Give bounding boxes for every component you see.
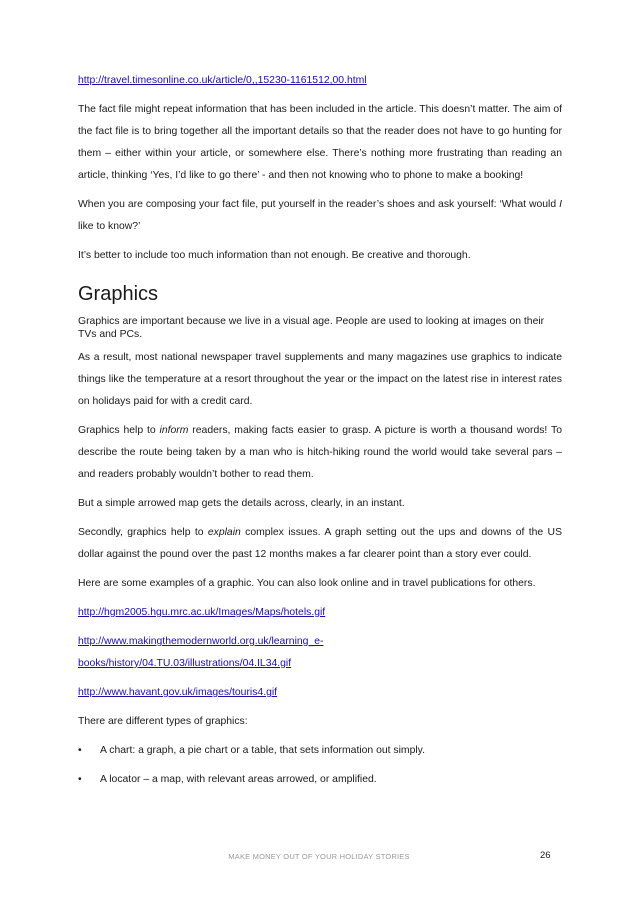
bullet-icon: •	[78, 745, 82, 756]
link-hgm2005[interactable]: http://hgm2005.hgu.mrc.ac.uk/Images/Maps/hotels.gif	[78, 607, 326, 618]
paragraph-better: It’s better to include too much information than not enough. Be creative and thorough.	[78, 250, 471, 261]
paragraph-examples: Here are some examples of a graphic. You can also look online and in travel publications for others.	[78, 578, 536, 589]
footer-title: MAKE MONEY OUT OF YOUR HOLIDAY STORIES	[228, 852, 410, 861]
paragraph-map: But a simple arrowed map gets the details across, clearly, in an instant.	[78, 498, 405, 509]
link-timesonline[interactable]: http://travel.timesonline.co.uk/article/0,,15230-1161512,00.html	[78, 75, 367, 86]
paragraph-inform: Graphics help to inform readers, making facts easier to grasp. A picture is worth a thousand words! To describe the route being taken by a man who is hitch-hiking round the world would take several pars – and readers probably wouldn’t bother to read them.	[78, 425, 562, 480]
list-item: • A chart: a graph, a pie chart or a table, that sets information out simply.	[78, 740, 562, 762]
link-makingthemodernworld[interactable]	[78, 631, 562, 675]
section-heading-graphics: Graphics	[78, 283, 159, 305]
paragraph-types: There are different types of graphics:	[78, 716, 248, 727]
link-havant[interactable]: http://www.havant.gov.uk/images/touris4.gif	[78, 687, 278, 698]
paragraph-explain: Secondly, graphics help to explain complex issues. A graph setting out the ups and downs of the US dollar against the pound over the past 12 months makes a far clearer point than a story ever could.	[78, 527, 562, 560]
list-item: • A locator – a map, with relevant areas arrowed, or amplified.	[78, 769, 562, 791]
link-makingthemodernworld-line2[interactable]: books/history/04.TU.03/illustrations/04.IL34.gif	[78, 658, 292, 669]
page-number: 26	[540, 850, 551, 861]
paragraph-result: As a result, most national newspaper travel supplements and many magazines use graphics to indicate things like the temperature at a resort throughout the year or the impact on the latest rise in interest rates on holidays paid for with a credit card.	[78, 352, 562, 407]
document-page	[78, 70, 562, 798]
paragraph-composing: When you are composing your fact file, put yourself in the reader’s shoes and ask yourself: ‘What would I like to know?’	[78, 199, 562, 232]
link-makingthemodernworld-line1[interactable]: http://www.makingthemodernworld.org.uk/learning_e-	[78, 636, 324, 647]
bullet-icon: •	[78, 774, 82, 785]
paragraph-fact-file: The fact file might repeat information that has been included in the article. This doesn’t matter. The aim of the fact file is to bring together all the important details so that the reader does not have to go hunting for them – either within your article, or somewhere else. There’s nothing more frustrating than reading an article, thinking ‘Yes, I’d like to go there’ - and then not knowing who to phone to make a booking!	[78, 104, 562, 181]
paragraph-graphics-important: Graphics are important because we live in a visual age. People are used to looking at images on their TVs and PCs.	[78, 316, 545, 340]
graphics-types-list	[78, 740, 562, 791]
